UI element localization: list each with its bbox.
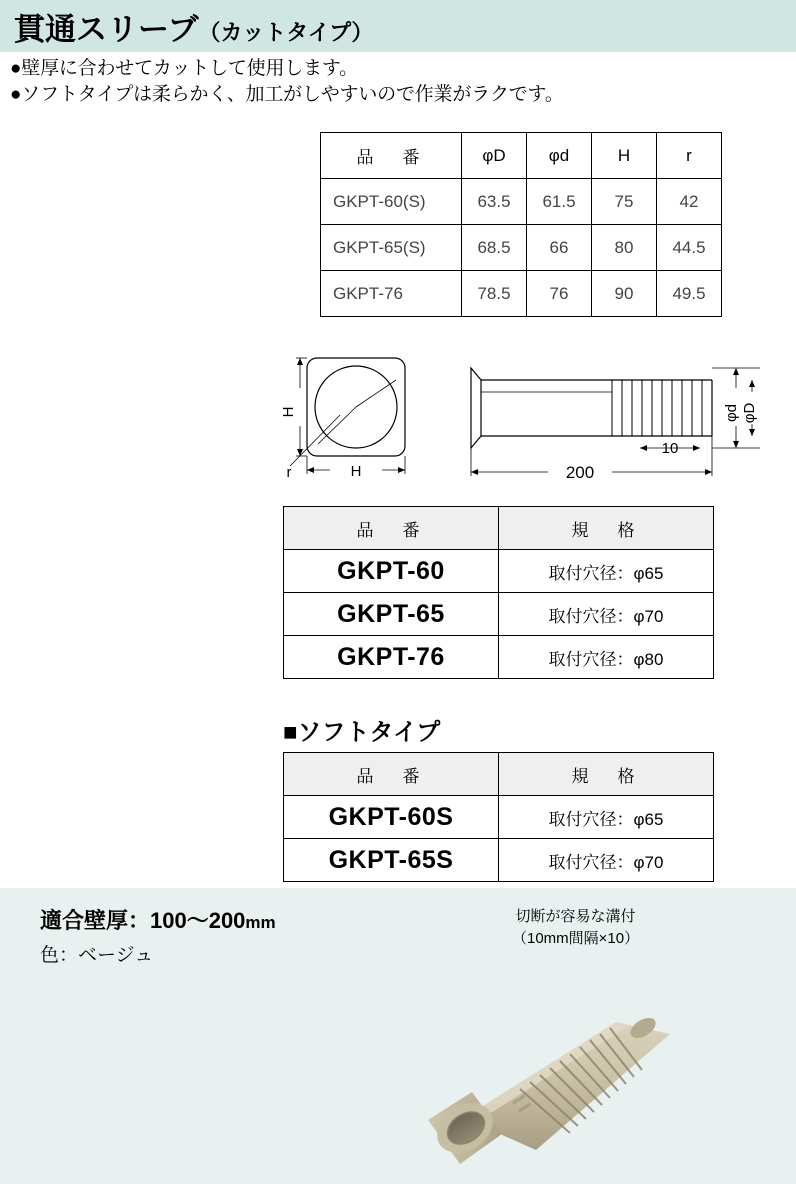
- flange-profile: [471, 368, 481, 448]
- col-header-model: 品 番: [321, 133, 462, 179]
- cell-phid: 61.5: [527, 179, 592, 225]
- page-title: [14, 4, 373, 49]
- col-header-spec: 規 格: [499, 507, 714, 550]
- label-phi-d: φd: [723, 403, 740, 423]
- table-row: [284, 796, 714, 839]
- label-total-length: 200: [565, 463, 595, 482]
- cell-r: 42: [657, 179, 722, 225]
- cell-model: GKPT-65: [284, 593, 499, 636]
- col-header-phid: φd: [527, 133, 592, 179]
- table-row: [284, 593, 714, 636]
- dimension-table: [320, 132, 722, 317]
- cell-model: GKPT-60S: [284, 796, 499, 839]
- cell-model: GKPT-65(S): [321, 225, 462, 271]
- groove-note: [512, 906, 639, 950]
- cell-spec: 取付穴径：φ70: [499, 593, 714, 636]
- col-header-spec: 規 格: [499, 753, 714, 796]
- cell-model: GKPT-60: [284, 550, 499, 593]
- groove-note-line1: 切断が容易な溝付: [515, 908, 636, 925]
- label-groove-pitch: 10: [661, 440, 679, 457]
- cell-spec: 取付穴径：φ80: [499, 636, 714, 679]
- cell-r: 49.5: [657, 271, 722, 317]
- table-header-row: [284, 753, 714, 796]
- bullet-item: ●ソフトタイプは柔らかく、加工がしやすいので作業がラクです。: [10, 84, 564, 105]
- table-row: [321, 271, 722, 317]
- cell-phid: 76: [527, 271, 592, 317]
- wall-thickness-label: [40, 904, 276, 935]
- cell-h: 90: [592, 271, 657, 317]
- col-header-phiD: φD: [462, 133, 527, 179]
- page-title-main: 貫通スリーブ: [14, 12, 199, 47]
- col-header-h: H: [592, 133, 657, 179]
- table-row: [284, 839, 714, 882]
- table-row: [321, 179, 722, 225]
- cell-phid: 66: [527, 225, 592, 271]
- cell-h: 80: [592, 225, 657, 271]
- technical-drawing: [0, 340, 796, 500]
- cell-phiD: 63.5: [462, 179, 527, 225]
- cell-model: GKPT-76: [321, 271, 462, 317]
- cell-spec: 取付穴径：φ65: [499, 796, 714, 839]
- cell-phiD: 68.5: [462, 225, 527, 271]
- color-label: 色：ベージュ: [40, 945, 154, 966]
- cell-h: 75: [592, 179, 657, 225]
- wall-thickness-text: 適合壁厚：100〜200: [40, 908, 246, 933]
- soft-type-table: [283, 752, 714, 882]
- table-row: [284, 550, 714, 593]
- label-phi-D: φD: [741, 402, 758, 424]
- cell-phiD: 78.5: [462, 271, 527, 317]
- product-table: [283, 506, 714, 679]
- soft-type-heading: ■ソフトタイプ: [283, 719, 441, 746]
- table-header-row: [284, 507, 714, 550]
- label-h-vertical: H: [280, 406, 297, 418]
- col-header-model: 品 番: [284, 507, 499, 550]
- page-title-sub: （カットタイプ）: [198, 20, 374, 45]
- cell-model: GKPT-65S: [284, 839, 499, 882]
- col-header-r: r: [657, 133, 722, 179]
- bullet-item: ●壁厚に合わせてカットして使用します。: [10, 58, 358, 79]
- bullet-list: [10, 56, 796, 108]
- cell-spec: 取付穴径：φ70: [499, 839, 714, 882]
- band-divider: [0, 886, 796, 888]
- product-photo-svg: [420, 1000, 750, 1170]
- label-h-horizontal: H: [350, 463, 362, 480]
- table-header-row: [321, 133, 722, 179]
- cell-spec: 取付穴径：φ65: [499, 550, 714, 593]
- groove-note-line2: （10mm間隔×10）: [512, 930, 640, 947]
- cell-r: 44.5: [657, 225, 722, 271]
- product-photo: [420, 1000, 750, 1170]
- label-r: r: [286, 464, 292, 481]
- drawing-svg: [0, 340, 796, 500]
- cell-model: GKPT-60(S): [321, 179, 462, 225]
- table-row: [284, 636, 714, 679]
- cell-model: GKPT-76: [284, 636, 499, 679]
- col-header-model: 品 番: [284, 753, 499, 796]
- table-row: [321, 225, 722, 271]
- wall-thickness-unit: mm: [245, 913, 276, 932]
